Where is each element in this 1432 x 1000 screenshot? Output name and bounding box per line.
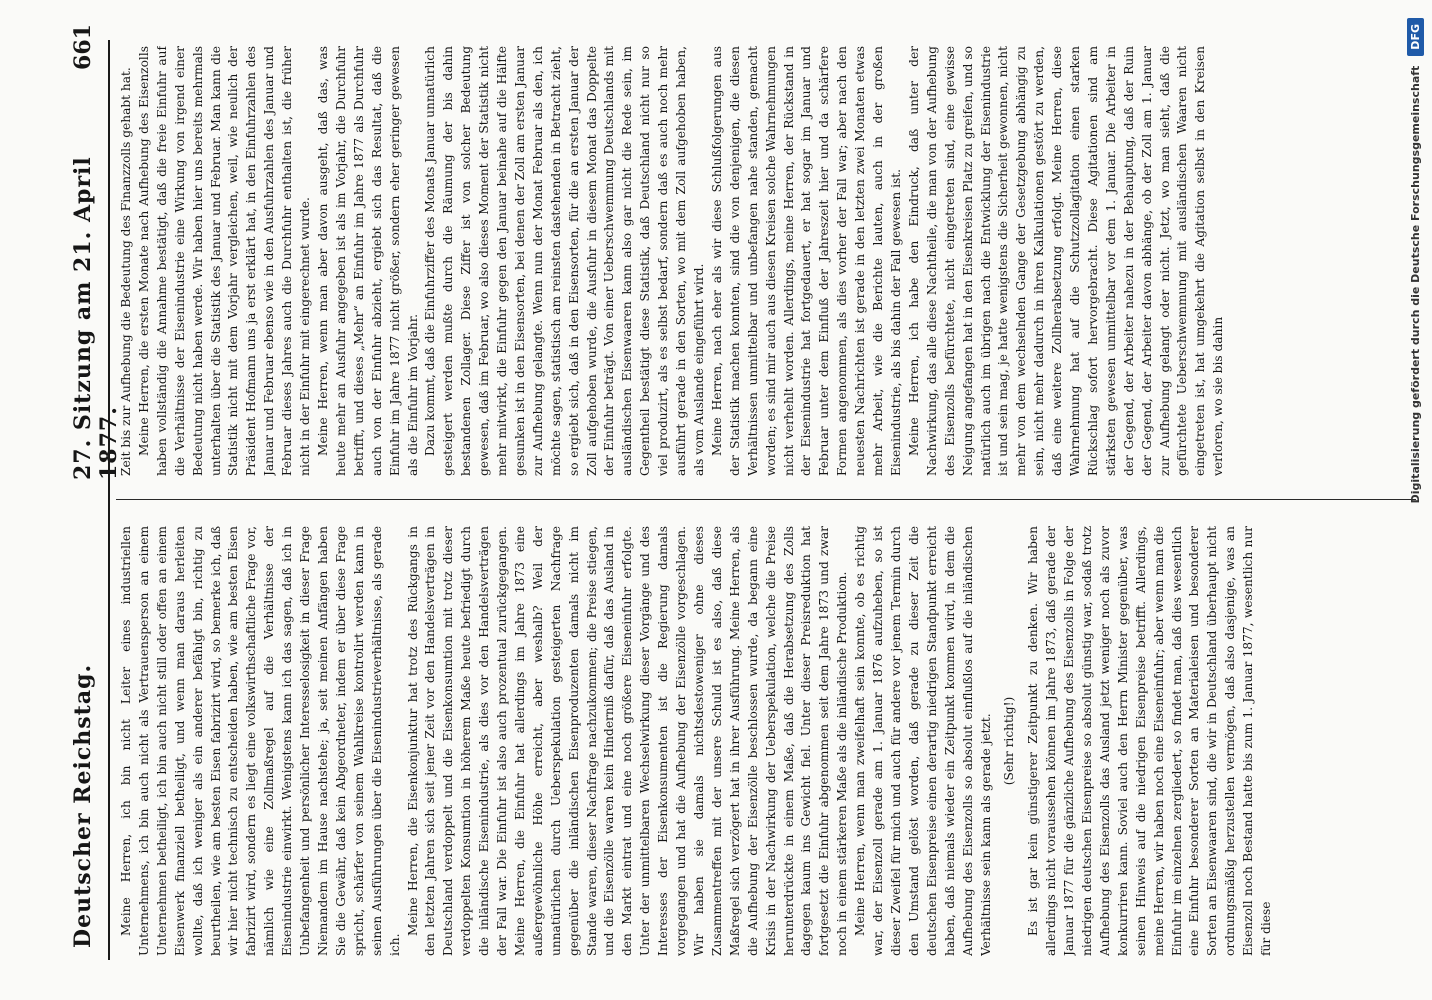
right-paragraph-3: Meine Herren, wenn man aber davon ausgeht, daß das, was heute mehr an Ausfuhr angegeben ist als im Vorjahr, die Durchfuhr betrifft, und dieses „Mehr“ an Einfuhr im Jahre 1877 als Durchfuhr auch von der Einfuhr abzieht, ergiebt sich das Resultat, daß die Einfuhr im Jahre 1877 nicht größer, sondern eher geringer gewesen als die Einfuhr im Vorjahr. xyxy=(315,46,420,476)
dfg-logo: DFG xyxy=(1407,18,1424,56)
left-paragraph-3: Meine Herren, wenn man zweifelhaft sein konnte, ob es richtig war, der Eisenzoll gerade am 1. Januar 1876 aufzuheben, so ist dieser Zweifel für mich und auch für andere vor jenem Termin durch den Umstand gelöst worden, daß gerade zu dieser Zeit die deutschen Eisenpreise einen derartig niedrigen Standpunkt erreicht haben, daß niemals wieder ein Zeitpunkt kommen wird, in dem die Aufhebung des Eisenzolls so absolut einflußlos auf die inländischen Verhältnisse sein kann als gerade jetzt. xyxy=(853,526,993,956)
session-heading: 27. Sitzung am 21. April 1877. xyxy=(70,156,122,480)
header-rule xyxy=(108,40,110,960)
right-text-column xyxy=(118,46,1413,476)
running-head-title: Deutscher Reichstag. xyxy=(70,663,96,948)
left-text-column xyxy=(118,526,1413,956)
digitization-credit-strip xyxy=(1398,18,1432,982)
right-paragraph-2: Meine Herren, die ersten Monate nach Aufhebung des Eisenzolls haben vollständig die Annahme bestätigt, daß die freie Einfuhr auf die Verhältnisse der Eisenindustrie eine Wirkung von irgend einer Bedeutung nicht haben werde. Wir haben hier uns bereits mehrmals unterhalten über die Statistik des Januar und Februar. Man kann die Statistik nicht mit dem Vorjahr vergleichen, weil, wie neulich der Präsident Hofmann uns ja erst erklärt hat, in den Einfuhrzahlen des Januar und Februar ebenso wie in den Ausfuhrzahlen des Januar und Februar dieses Jahres auch die Durchfuhr enthalten ist, die früher nicht in der Einfuhr mit eingerechnet wurde. xyxy=(136,46,313,476)
left-paragraph-1: Meine Herren, ich bin nicht Leiter eines industriellen Unternehmens, ich bin auch nicht als Vertrauensperson an einem Unternehmen betheiligt, ich bin auch nicht still oder offen an einem Eisenwerk finanziell betheiligt, und wenn man daraus herleiten wollte, daß ich weniger als ein anderer befähigt bin, richtig zu beurtheilen, wie am besten Eisen fabrizirt wird, so bemerke ich, daß wir hier nicht technisch zu entscheiden haben, wie am besten Eisen fabrizirt wird, sondern es liegt eine volkswirthschaftliche Frage vor, nämlich wie eine Zollmaßregel auf die Verhältnisse der Eisenindustrie einwirkt. Wenigstens kann ich das sagen, daß ich in Unbefangenheit und persönlicher Interesselosigkeit in dieser Frage Niemandem im Hause nachstehe; ja, seit meinen Anfängen haben Sie die Gewähr, daß kein Abgeordneter, indem er über diese Frage spricht, schärfer von seinem Wahlkreise kontrolirt werden kann in seinen Ausführungen über die Eisenindustrieverhältnisse, als gerade ich. xyxy=(119,526,402,956)
left-paragraph-2: Meine Herren, die Eisenkonjunktur hat trotz des Rückgangs in den letzten Jahren sich seit jener Zeit vor den Handelsverträgen in Deutschland verdoppelt und die Eisenkonsumtion mit trotz dieser verdoppelten Konsumtion in höherem Maße heute befriedigt durch die inländische Eisenindustrie, als dies vor den Handelsverträgen der Fall war. Die Einfuhr ist also auch prozentual zurückgegangen. Meine Herren, die Einfuhr hat allerdings im Jahre 1873 eine außergewöhnliche Höhe erreicht, aber weshalb? Weil der unnatürlichen durch Ueberspekulation gesteigerten Nachfrage gegenüber die inländischen Eisenproduzenten damals nicht im Stande waren, dieser Nachfrage nachzukommen; die Preise stiegen, und die Eisenzölle waren kein Hinderniß dafür, daß das Ausland in den Markt eintrat und eine noch größere Eiseneinfuhr erfolgte. Unter der unmittelbaren Wechselwirkung dieser Vorgänge und des Interesses der Eisenkonsumenten ist die Regierung damals vorgegangen und hat die Aufhebung der Eisenzölle vorgeschlagen. Wir haben sie damals nichtsdestoweniger ohne dieses Zusammentreffen mit der unsere Schuld ist es also, daß diese Maßregel sich verzögert hat in ihrer Ausführung. Meine Herren, als die Aufhebung der Eisenzölle beschlossen wurde, da begann eine Krisis in der Nachwirkung der Ueberspekulation, welche die Preise herunterdrückte in einem Maße, daß die Herabsetzung des Zolls dagegen kaum ins Gewicht fiel. Unter dieser Preisreduktion hat fortgesetzt die Einfuhr abgenommen seit dem Jahre 1873 und zwar noch in einem stärkeren Maße als die inländische Produktion. xyxy=(405,526,850,956)
right-paragraph-1: Zeit bis zur Aufhebung die Bedeutung des Finanzzolls gehabt hat. xyxy=(119,67,133,476)
interjection: (Sehr richtig!) xyxy=(1002,696,1017,786)
page-number: 661 xyxy=(70,24,96,70)
right-paragraph-5: Meine Herren, nach eher als wir diese Schlußfolgerungen aus der Statistik machen konnten, sind die von denjenigen, die diesen Verhältnissen unmittelbar und unbefangen nahe standen, gemacht worden; es sind mir auch aus diesen Kreisen solche Wahrnehmungen nicht verhehlt worden. Allerdings, meine Herren, der Rückstand in der Eisenindustrie hat fortgedauert, er hat sogar im Januar und Februar unter dem Einfluß der Jahreszeit hier und da schärfere Formen angenommen, als dies vorher der Fall war; aber nach den neuesten Nachrichten ist gerade in den letzten zwei Monaten etwas mehr Arbeit, wie die Berichte lauten, auch in der großen Eisenindustrie, als bis dahin der Fall gewesen ist. xyxy=(709,46,903,476)
right-paragraph-6: Meine Herren, ich habe den Eindruck, daß unter der Nachwirkung, das alle diese Nachtheile, die man von der Aufhebung des Eisenzolls befürchtete, nicht eingetreten sind, eine gewisse Neigung angefangen hat in den Eisenkreisen Platz zu greifen, und so natürlich auch im übrigen nach die Entwicklung der Eisenindustrie ist und sein mag, je hatte wenigstens die Sicherheit gewonnen, nicht mehr von dem wechselnden Gange der Gesetzgebung abhängig zu sein, nicht mehr dadurch in ihren Kalkulationen gestört zu werden, daß eine weitere Zollherabsetzung erfolgt. Meine Herren, diese Wahrnehmung hat auf die Schutzzollagitation einen starken Rückschlag sofort hervorgebracht. Diese Agitationen sind am stärksten gewesen unmittelbar vor dem 1. Januar. Die Arbeiter in der Gegend, der Arbeiter nahezu in der Behauptung, daß der Ruin der Gegend, der Arbeiter davon abhänge, ob der Zoll am 1. Januar zur Aufhebung gelangt oder nicht. Jetzt, wo man sieht, daß die gefürchtete Ueberschwemmung mit ausländischen Waaren nicht eingetreten ist, hat umgekehrt die Agitation selbst in den Kreisen verloren, wo sie bis dahin xyxy=(906,46,1226,476)
digitization-credit: Digitalisierung gefördert durch die Deutsche Forschungsgemeinschaft xyxy=(1408,65,1422,504)
column-divider xyxy=(116,499,1416,500)
right-paragraph-4: Dazu kommt, daß die Einfuhrziffer des Monats Januar unnatürlich gesteigert werden mußte durch die Räumung der bis dahin bestandenen Zollager. Diese Ziffer ist von solcher Bedeutung gewesen, daß im Februar, wo also dieses Moment der Statistik nicht mehr mitwirkt, die Einfuhr gegen den Januar beinahe auf die Hälfte gesunken ist in den Eisensorten, bei denen der Zoll am ersten Januar zur Aufhebung gelangte. Wenn nun der Monat Februar als den, ich möchte sagen, statistisch am reinsten dastehenden in Betracht zieht, so ergiebt sich, daß in den Eisensorten, für die an ersten Januar der Zoll aufgehoben wurde, die Ausfuhr in diesem Monat das Doppelte der Einfuhr beträgt. Von einer Ueberschwemmung Deutschlands mit ausländischen Eisenwaaren kann also gar nicht die Rede sein, im Gegentheil bestätigt diese Statistik, daß Deutschland nicht nur so viel produzirt, als es selbst bedarf, sondern daß es auch noch mehr ausführt gerade in den Sorten, wo mit dem Zoll aufgehoben haben, als vom Auslande eingeführt wird. xyxy=(423,46,706,476)
left-paragraph-4: Es ist gar kein günstigerer Zeitpunkt zu denken. Wir haben allerdings nicht voraussehen können im Jahre 1873, daß gerade der Januar 1877 für die gänzliche Aufhebung des Eisenzolls in Folge der niedrigen deutschen Eisenpreise so absolut günstig war, sodaß trotz Aufhebung des Eisenzolls das Ausland jetzt weniger noch als zuvor konkurriren kann. Soviel auch den Herrn Minister gegenüber, was seinen Hinweis auf die niedrigen Eisenpreise betrifft. Allerdings, meine Herren, wir haben noch eine Eiseneinfuhr; aber wenn man die Einfuhr im einzelnen zergliedert, so findet man, daß dies wesentlich eine Einfuhr besonderer Sorten an Materialeisen und besonderer Sorten an Eisenwaaren sind, die wir in Deutschland überhaupt nicht ordnungsmäßig herzustellen vermögen, daß also dasjenige, was an Eisenzoll noch Bestand hatte bis zum 1. Januar 1877, wesentlich nur für diese xyxy=(1026,526,1274,956)
